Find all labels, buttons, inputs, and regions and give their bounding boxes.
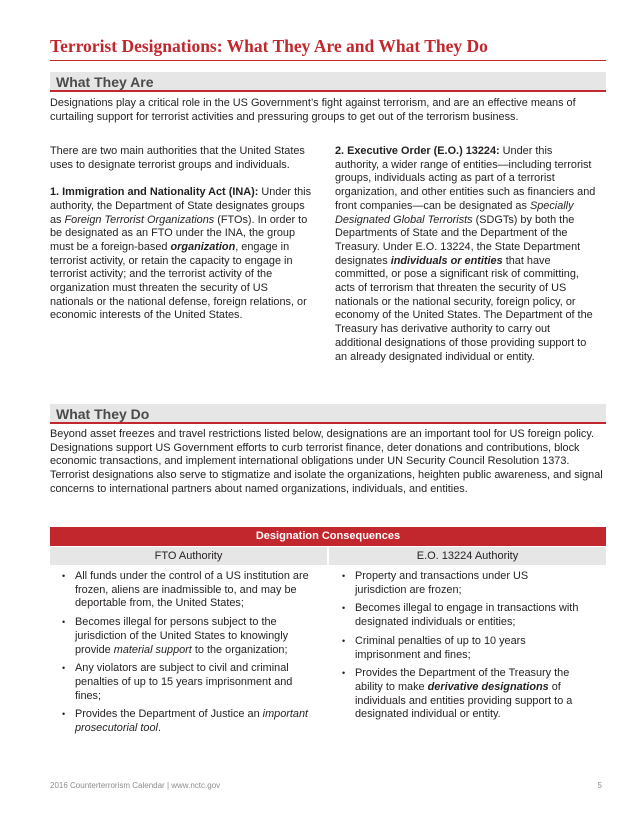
fto-consequences-list (62, 570, 312, 741)
eo-text-1: Under this authority, a wider range of entities—including terrorist groups, individuals acting as part of a terrorist organization, and other entities such as financiers and front companies—can be designated as (335, 145, 596, 212)
eo-consequences-list (342, 570, 582, 727)
fto-b4-text-1: Provides the Department of Justice an (75, 708, 263, 721)
eo-authority-heading: E.O. 13224 Authority (329, 547, 606, 565)
eo-bold-individuals: individuals or entities (390, 254, 503, 267)
ina-text-1: Under this authority, the Department of State designates groups as (50, 186, 312, 226)
eo-italic-sdgt: Specially Designated Global Terrorists (335, 199, 574, 226)
list-item: • All funds under the control of a US institution are frozen, aliens are inadmissible to, and may be deportable from, the United States; (62, 570, 312, 611)
section-heading-what-they-are: What They Are (50, 72, 606, 92)
title-rule (50, 60, 606, 61)
ina-italic-fto: Foreign Terrorist Organizations (64, 213, 215, 226)
eo-heading: 2. Executive Order (E.O.) 13224: (335, 145, 500, 157)
list-item (62, 708, 312, 735)
right-column (335, 145, 597, 364)
fto-b4-italic: important prosecutorial tool (75, 708, 309, 735)
eo-paragraph (335, 145, 597, 364)
ina-paragraph (50, 186, 312, 323)
footer-text: 2016 Counterterrorism Calendar | www.nctc.gov (50, 781, 221, 790)
intro-paragraph: Designations play a critical role in the US Government’s fight against terrorism, and are an effective means of curtailing support for terrorist activities and pressuring groups to get out of the terrorism business. (50, 97, 576, 123)
fto-b4-text-2: . (157, 722, 161, 735)
authorities-paragraph: There are two main authorities that the United States uses to designate terrorist groups and individuals. (50, 145, 305, 171)
ina-text-2: (FTOs). In order to be designated as an FTO under the INA, the group must be a foreign-based (50, 213, 308, 253)
table-header: Designation Consequences (50, 527, 606, 546)
list-item: • Criminal penalties of up to 10 years imprisonment and fines; (342, 635, 582, 662)
section-heading-what-they-do: What They Do (50, 404, 606, 424)
list-item: • Becomes illegal to engage in transactions with designated individuals or entities; (342, 602, 582, 629)
fto-b2-text-1: Becomes illegal for persons subject to the jurisdiction of the United States to knowingly provide (75, 616, 289, 656)
list-item (62, 616, 312, 657)
eo-b4-bold: derivative designations (427, 680, 549, 693)
left-column (50, 145, 312, 323)
eo-text-2: (SDGTs) by both the Departments of State and the Department of the Treasury. Under E.O. 13224, the State Department designates (335, 213, 581, 267)
eo-b4-text-1: Provides the Department of the Treasury the ability to make (355, 667, 570, 693)
fto-b2-italic: material support (113, 643, 192, 656)
page-title: Terrorist Designations: What They Are and What They Do (50, 36, 488, 56)
ina-heading: 1. Immigration and Nationality Act (INA): (50, 186, 259, 199)
eo-b4-text-2: of individuals and entities providing support to a designated individual or entity. (355, 680, 573, 721)
ina-bold-organization: organization (170, 240, 236, 253)
page-number: 5 (597, 781, 602, 790)
list-item (342, 667, 582, 722)
eo-text-3: that have committed, or pose a significant risk of committing, acts of terrorism that threaten the security of US nationals or the national security, foreign policy, or economy of the United States. The Department of the Treasury has derivative authority to carry out additional designations of those providing support to an already designated individual or entity. (335, 254, 593, 363)
fto-b2-text-2: to the organization; (191, 643, 288, 656)
what-they-do-paragraph: Beyond asset freezes and travel restrictions listed below, designations are an important tool for US foreign policy. Designations support US Government efforts to curb terrorist finance, deter donations and contributions, block economic transactions, and implement international obligations under UN Security Council Resolution 1373. Terrorist designations also serve to stigmatize and isolate the organizations, heighten public awareness, and signal concerns to international partners about named organizations, individuals, and entities. (50, 428, 603, 495)
fto-authority-heading: FTO Authority (50, 547, 327, 565)
list-item: • Property and transactions under US jurisdiction are frozen; (342, 570, 582, 597)
ina-text-3: , engage in terrorist activity, or retain the capacity to engage in terrorist activity; and the terrorist activity of the organization must threaten the security of US nationals or the national defense, foreign relations, or economic interests of the United States. (50, 240, 307, 322)
list-item: • Any violators are subject to civil and criminal penalties of up to 15 years imprisonment and fines; (62, 662, 312, 703)
